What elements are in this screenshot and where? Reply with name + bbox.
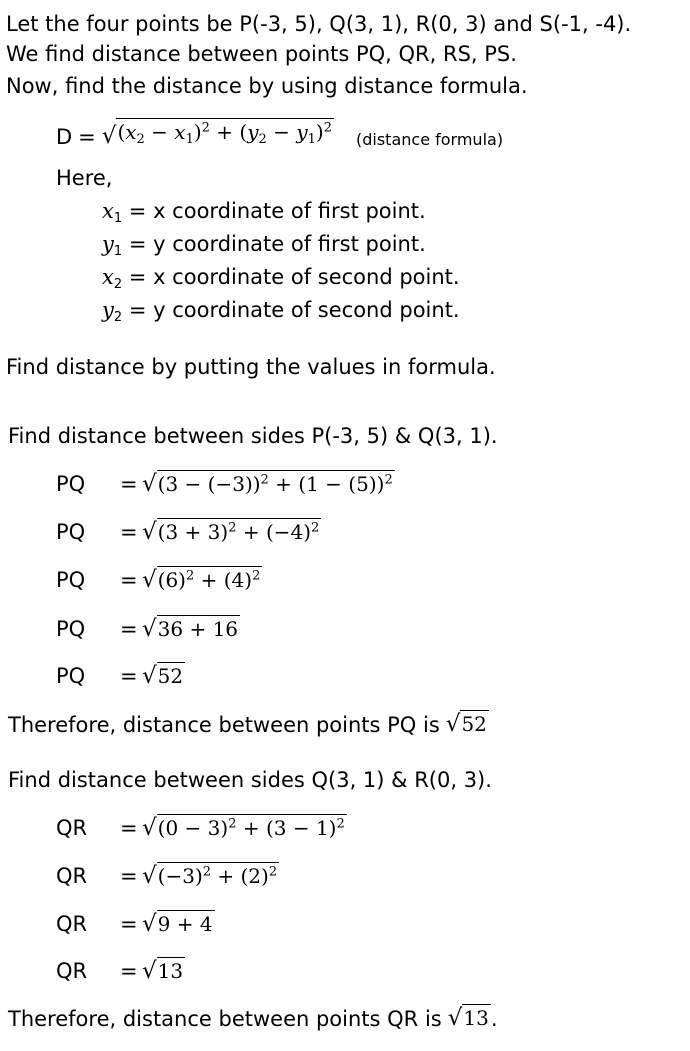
- pq-step-5: PQ = √ 52: [56, 663, 184, 689]
- intro-line-2: We find distance between points PQ, QR, RS, PS.: [6, 42, 517, 66]
- distance-formula: [56, 118, 503, 148]
- here-label: Here,: [56, 166, 113, 190]
- pq-step-1: PQ = √ $(3 - (-3))^2 + (1 - (5))^2$: [56, 471, 393, 497]
- definition-y1: $y_1 = y$ coordinate of first point.: [102, 232, 426, 259]
- qr-conclusion: Therefore, distance between points QR is √ 13 .: [8, 1005, 498, 1031]
- pq-heading: Find distance between sides P(-3, 5) & Q(3, 1).: [8, 424, 498, 448]
- definition-y2: $y_2 = y$ coordinate of second point.: [102, 298, 460, 325]
- formula-lhs: D: [56, 124, 73, 149]
- intro-line-1: Let the four points be P(-3, 5), Q(3, 1), R(0, 3) and S(-1, -4).: [6, 12, 632, 36]
- qr-step-1: QR = √ $(0 - 3)^2 + (3 - 1)^2$: [56, 815, 345, 841]
- pq-step-2: PQ = √ $(3 + 3)^2 + (-4)^2$: [56, 519, 320, 545]
- intro-line-3: Now, find the distance by using distance formula.: [6, 74, 528, 98]
- qr-step-3: QR = √ 9 + 4: [56, 911, 213, 937]
- formula-note: (distance formula): [356, 129, 504, 149]
- definition-x2: $x_2 = x$ coordinate of second point.: [102, 265, 460, 292]
- find-instruction: Find distance by putting the values in formula.: [6, 355, 496, 379]
- definition-x1: $x_1 = x$ coordinate of first point.: [102, 199, 426, 226]
- qr-step-4: QR = √ 13: [56, 958, 184, 984]
- pq-conclusion: Therefore, distance between points PQ is √ 52: [8, 711, 487, 737]
- formula-radical: √ $(x_2 - x_1)^2 + (y_2 - y_1)^2$: [101, 120, 332, 149]
- formula-equals: =: [78, 124, 96, 149]
- qr-step-2: QR = √ $(-3)^2 + (2)^2$: [56, 863, 278, 889]
- pq-step-4: PQ = √ 36 + 16: [56, 616, 239, 642]
- qr-heading: Find distance between sides Q(3, 1) & R(0, 3).: [8, 768, 492, 792]
- pq-step-3: PQ = √ $(6)^2 + (4)^2$: [56, 567, 261, 593]
